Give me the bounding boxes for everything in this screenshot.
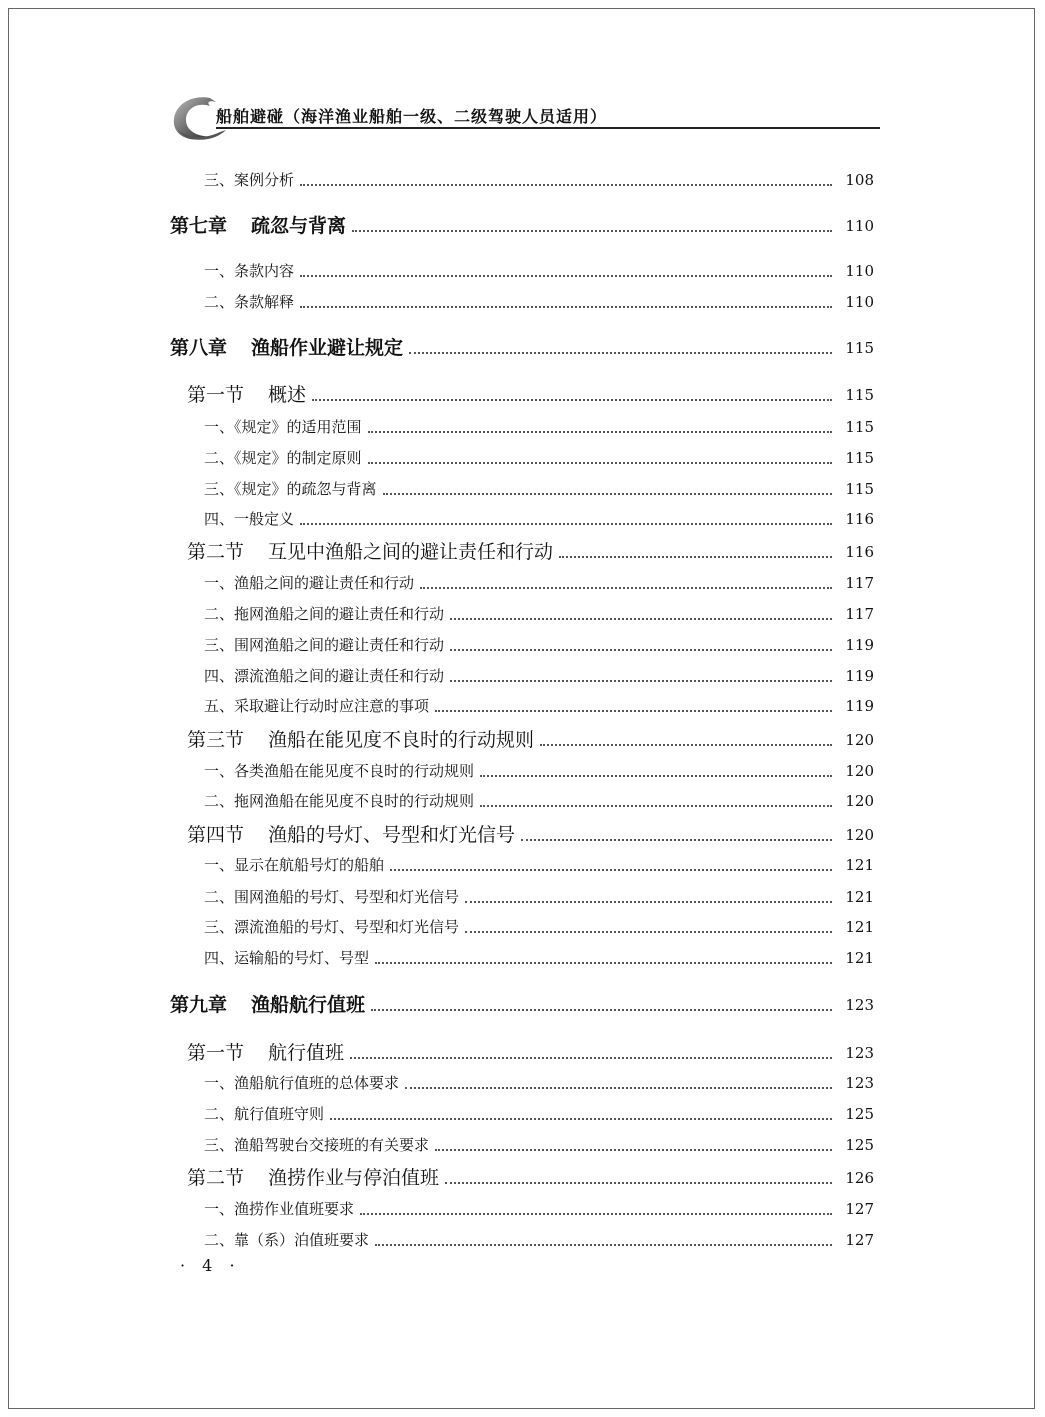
dot-leader [300, 275, 832, 277]
dot-leader [300, 184, 832, 186]
dot-leader [409, 352, 832, 354]
dot-leader [480, 805, 832, 807]
toc-page-number: 127 [845, 1231, 874, 1249]
section-title: 渔船的号灯、号型和灯光信号 [268, 824, 516, 846]
dot-leader [300, 306, 832, 308]
toc-page-number: 120 [845, 762, 874, 780]
section-title: 渔捞作业与停泊值班 [268, 1167, 440, 1189]
toc-page-number: 123 [845, 1074, 874, 1092]
chapter-number: 第八章 [170, 337, 228, 359]
toc-page-number: 123 [845, 996, 874, 1014]
dot-leader [375, 962, 832, 964]
section-number: 第四节 [187, 824, 245, 846]
dot-leader [312, 399, 832, 401]
toc-section-heading [187, 1043, 344, 1063]
toc-page-number: 116 [845, 543, 874, 561]
dot-leader [540, 744, 832, 746]
toc-item [204, 166, 874, 190]
section-number: 第二节 [187, 541, 245, 563]
toc-item [204, 662, 874, 686]
toc-item-label: 三、漂流渔船的号灯、号型和灯光信号 [204, 918, 460, 936]
toc-item [204, 569, 874, 593]
toc-page-number: 125 [845, 1136, 874, 1154]
header-title: 船舶避碰（海洋渔业船舶一级、二级驾驶人员适用） [216, 107, 608, 126]
toc-item [204, 631, 874, 655]
toc-page-number: 119 [845, 667, 874, 685]
header-rule [216, 127, 880, 129]
toc-item [204, 1100, 874, 1124]
toc-item-label: 二、围网渔船的号灯、号型和灯光信号 [204, 888, 460, 906]
toc-item-label: 一、渔捞作业值班要求 [204, 1200, 355, 1218]
section-number: 第一节 [187, 1042, 245, 1064]
dot-leader [383, 493, 832, 495]
toc-page-number: 121 [845, 856, 874, 874]
toc-page-number: 117 [845, 574, 874, 592]
dot-leader [390, 869, 832, 871]
toc-item-label: 三、案例分析 [204, 171, 295, 189]
toc-section [187, 1039, 874, 1063]
toc-section [187, 821, 874, 845]
dot-leader [352, 230, 832, 232]
toc-page-number: 110 [845, 217, 874, 235]
dot-leader [450, 680, 832, 682]
dot-leader [450, 649, 832, 651]
toc-page-number: 123 [845, 1044, 874, 1062]
dot-leader [435, 710, 832, 712]
toc-item-label: 一、条款内容 [204, 262, 295, 280]
dot-leader [435, 1149, 832, 1151]
toc-section [187, 726, 874, 750]
toc-chapter [170, 991, 874, 1015]
toc-item-label: 三、渔船驾驶台交接班的有关要求 [204, 1136, 430, 1154]
dot-leader [480, 775, 832, 777]
toc-item [204, 944, 874, 968]
dot-leader [420, 587, 832, 589]
toc-page-number: 115 [845, 386, 874, 404]
chapter-title: 疏忽与背离 [251, 215, 347, 237]
toc-item [204, 475, 874, 499]
toc-page-number: 115 [845, 480, 874, 498]
toc-page-number: 115 [845, 418, 874, 436]
toc-item [204, 851, 874, 875]
toc-item [204, 883, 874, 907]
toc-item-label: 二、拖网渔船在能见度不良时的行动规则 [204, 792, 475, 810]
dot-leader [559, 556, 832, 558]
toc-item-label: 二、条款解释 [204, 293, 295, 311]
toc-item-label: 二、靠（系）泊值班要求 [204, 1231, 370, 1249]
toc-chapter-heading [170, 216, 346, 236]
toc-chapter-heading [170, 995, 365, 1015]
toc-section [187, 1164, 874, 1188]
chapter-number: 第九章 [170, 994, 228, 1016]
toc-item-label: 二、拖网渔船之间的避让责任和行动 [204, 605, 445, 623]
dot-leader [330, 1118, 832, 1120]
toc-item [204, 787, 874, 811]
toc-item [204, 1131, 874, 1155]
dot-leader [465, 901, 832, 903]
toc-item [204, 444, 874, 468]
toc-page-number: 127 [845, 1200, 874, 1218]
section-number: 第二节 [187, 1167, 245, 1189]
toc-item [204, 257, 874, 281]
dot-leader [360, 1213, 832, 1215]
dot-leader [375, 1244, 832, 1246]
toc-item [204, 505, 874, 529]
chapter-title: 渔船作业避让规定 [251, 337, 404, 359]
dot-leader [450, 618, 832, 620]
toc-item-label: 二、航行值班守则 [204, 1105, 325, 1123]
dot-leader [405, 1087, 832, 1089]
toc-section [187, 538, 874, 562]
toc-page-number: 121 [845, 888, 874, 906]
toc-page-number: 115 [845, 449, 874, 467]
toc-page-number: 120 [845, 826, 874, 844]
section-title: 航行值班 [268, 1042, 345, 1064]
toc-item-label: 一、渔船航行值班的总体要求 [204, 1074, 400, 1092]
toc-item-label: 一、《规定》的适用范围 [204, 418, 362, 436]
toc-chapter [170, 334, 874, 358]
toc-item-label: 一、各类渔船在能见度不良时的行动规则 [204, 762, 475, 780]
toc-item-label: 五、采取避让行动时应注意的事项 [204, 697, 430, 715]
toc-page-number: 120 [845, 792, 874, 810]
dot-leader [300, 523, 832, 525]
toc-page-number: 120 [845, 731, 874, 749]
dot-leader [445, 1182, 832, 1184]
toc-chapter [170, 212, 874, 236]
dot-leader [521, 839, 832, 841]
toc-section-heading [187, 385, 306, 405]
chapter-number: 第七章 [170, 215, 228, 237]
toc-item-label: 一、显示在航船号灯的船舶 [204, 856, 385, 874]
toc-item-label: 三、围网渔船之间的避让责任和行动 [204, 636, 445, 654]
toc-item-label: 二、《规定》的制定原则 [204, 449, 362, 467]
toc-page-number: 116 [845, 510, 874, 528]
toc-page-number: 126 [845, 1169, 874, 1187]
toc-section-heading [187, 542, 553, 562]
toc-item-label: 三、《规定》的疏忽与背离 [204, 480, 377, 498]
running-header [170, 92, 880, 142]
dot-leader [371, 1009, 832, 1011]
toc-item [204, 413, 874, 437]
toc-section [187, 381, 874, 405]
section-title: 概述 [268, 384, 307, 406]
toc-item [204, 1195, 874, 1219]
toc-item [204, 757, 874, 781]
toc-page-number: 115 [845, 339, 874, 357]
toc-item-label: 四、漂流渔船之间的避让责任和行动 [204, 667, 445, 685]
toc-page-number: 110 [845, 262, 874, 280]
toc-item-label: 一、渔船之间的避让责任和行动 [204, 574, 415, 592]
toc-page-number: 121 [845, 918, 874, 936]
section-title: 互见中渔船之间的避让责任和行动 [268, 541, 554, 563]
toc-item [204, 692, 874, 716]
toc-item [204, 1226, 874, 1250]
toc-page-number: 117 [845, 605, 874, 623]
toc-item [204, 1069, 874, 1093]
toc-chapter-heading [170, 338, 403, 358]
dot-leader [368, 431, 832, 433]
section-title: 渔船在能见度不良时的行动规则 [268, 729, 535, 751]
toc-item [204, 600, 874, 624]
dot-leader [465, 931, 832, 933]
chapter-title: 渔船航行值班 [251, 994, 366, 1016]
toc-item-label: 四、一般定义 [204, 510, 295, 528]
toc-page-number: 119 [845, 636, 874, 654]
section-number: 第三节 [187, 729, 245, 751]
dot-leader [350, 1057, 832, 1059]
toc-page-number: 121 [845, 949, 874, 967]
toc-item [204, 913, 874, 937]
toc-section-heading [187, 825, 515, 845]
dot-leader [368, 462, 832, 464]
toc-section-heading [187, 1168, 439, 1188]
toc-item [204, 288, 874, 312]
toc-page-number: 125 [845, 1105, 874, 1123]
page-number: · 4 · [180, 1256, 241, 1275]
section-number: 第一节 [187, 384, 245, 406]
toc-page-number: 119 [845, 697, 874, 715]
toc-item-label: 四、运输船的号灯、号型 [204, 949, 370, 967]
toc-page-number: 110 [845, 293, 874, 311]
toc-page-number: 108 [845, 171, 874, 189]
toc-section-heading [187, 730, 534, 750]
